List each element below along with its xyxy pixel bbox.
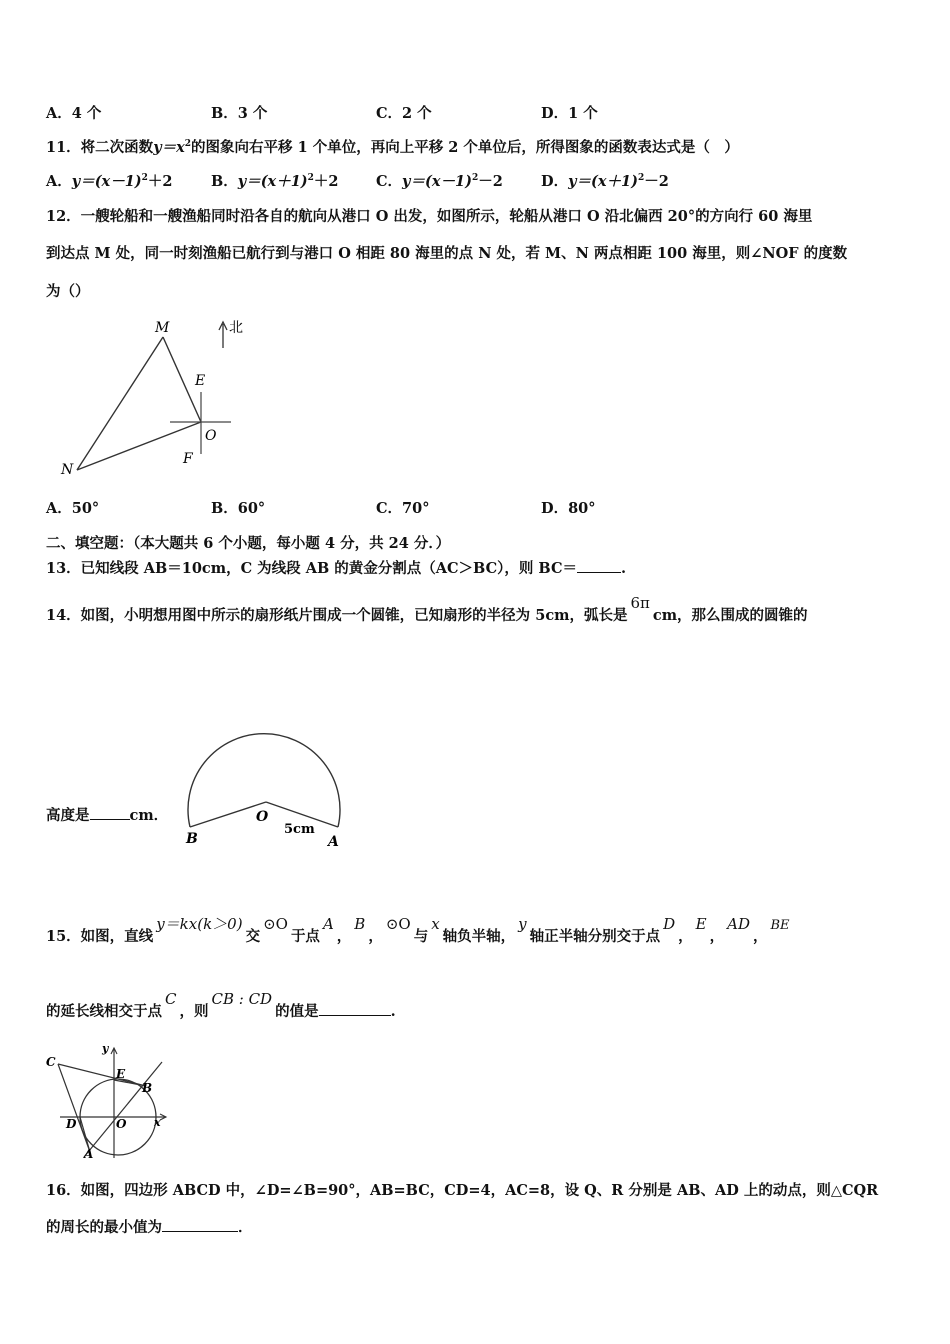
- q13-answer-blank: [577, 558, 621, 573]
- q14-sector-figure: [178, 722, 358, 852]
- q16-answer-blank: [162, 1217, 238, 1232]
- point-e-label: E: [195, 373, 206, 389]
- q13: 13．已知线段 AB＝10cm，C 为线段 AB 的黄金分割点（AC＞BC），则 BC＝ .: [46, 560, 627, 577]
- q10-option-b: B．3 个: [211, 105, 268, 122]
- point-f-label: F: [183, 451, 193, 467]
- y-axis-label: y: [102, 1042, 109, 1055]
- q15-figure: [42, 1040, 172, 1162]
- q11-stem: 11．将二次函数$y=x^2$的图象向右平移 1 个单位，再向上平移 2 个单位后，所得图象的函数表达式是（ ）: [46, 139, 739, 156]
- radius-label: 5cm: [284, 822, 315, 837]
- x-axis-label: x: [154, 1116, 161, 1129]
- point-b-label: B: [186, 831, 198, 847]
- q12-option-c: C．70°: [376, 500, 430, 517]
- q10-option-a: A．4 个: [46, 105, 102, 122]
- q14-answer-blank: [90, 805, 130, 820]
- north-label: 北: [229, 320, 243, 336]
- q15-line-2: 的延长线相交于点C，则CB : CD的值是 .: [46, 990, 396, 1020]
- q10-option-d: D．1 个: [541, 105, 598, 122]
- radius-ob: [190, 802, 266, 827]
- q12-line-3: 为（）: [46, 283, 90, 300]
- q11-option-b: B．$y=(x+1)^2+2$: [211, 173, 339, 190]
- q16-line-2: 的周长的最小值为 ．: [46, 1219, 253, 1236]
- point-o-label: O: [116, 1117, 127, 1131]
- q12-line-1: 12．一艘轮船和一艘渔船同时沿各自的航向从港口 O 出发，如图所示，轮船从港口 O 沿北偏西 20°的方向行 60 海里: [46, 208, 813, 225]
- q11-option-a: A．$y=(x-1)^2+2$: [46, 173, 173, 190]
- point-a-label: A: [328, 834, 339, 850]
- q16-line-1: 16．如图，四边形 ABCD 中，∠D=∠B=90°，AB=BC，CD=4，AC=8，设 Q、R 分别是 AB、AD 上的动点，则△CQR: [46, 1182, 879, 1199]
- q12-option-a: A．50°: [46, 500, 100, 517]
- point-c-label: C: [46, 1055, 56, 1069]
- q12-line-2: 到达点 M 处，同一时刻渔船已航行到与港口 O 相距 80 海里的点 N 处，若 M、N 两点相距 100 海里，则∠NOF 的度数: [46, 245, 848, 262]
- q10-option-c: C．2 个: [376, 105, 432, 122]
- point-b-label: B: [142, 1081, 153, 1095]
- q11-option-d: D．$y=(x+1)^2-2$: [541, 173, 669, 190]
- q15-answer-blank: [319, 1001, 391, 1016]
- q12-option-b: B．60°: [211, 500, 266, 517]
- point-n-label: N: [61, 462, 74, 478]
- point-e-label: E: [116, 1067, 126, 1081]
- point-o-label: O: [256, 809, 269, 825]
- q12-option-d: D．80°: [541, 500, 596, 517]
- q14-line-2: 高度是 cm．: [46, 807, 169, 824]
- section-heading: 二、填空题：（本大题共 6 个小题，每小题 4 分，共 24 分．）: [46, 535, 451, 552]
- segment-cd: [58, 1064, 90, 1152]
- point-m-label: M: [155, 320, 170, 336]
- point-o-label: O: [205, 428, 217, 444]
- point-a-label: A: [84, 1147, 94, 1161]
- segment-mn: [77, 337, 163, 470]
- q12-figure: [55, 312, 255, 482]
- q15-line-1: 15．如图，直线y＝kx(k＞0)交⊙O于点A，B，⊙O与x轴负半轴，y轴正半轴分别交于点D，E，AD，BE: [46, 915, 790, 945]
- q11-option-c: C．$y=(x-1)^2-2$: [376, 173, 503, 190]
- point-d-label: D: [66, 1117, 77, 1131]
- q14-line-1: 14．如图，小明想用图中所示的扇形纸片围成一个圆锥，已知扇形的半径为 5cm，弧长是6πcm，那么围成的圆锥的: [46, 594, 808, 624]
